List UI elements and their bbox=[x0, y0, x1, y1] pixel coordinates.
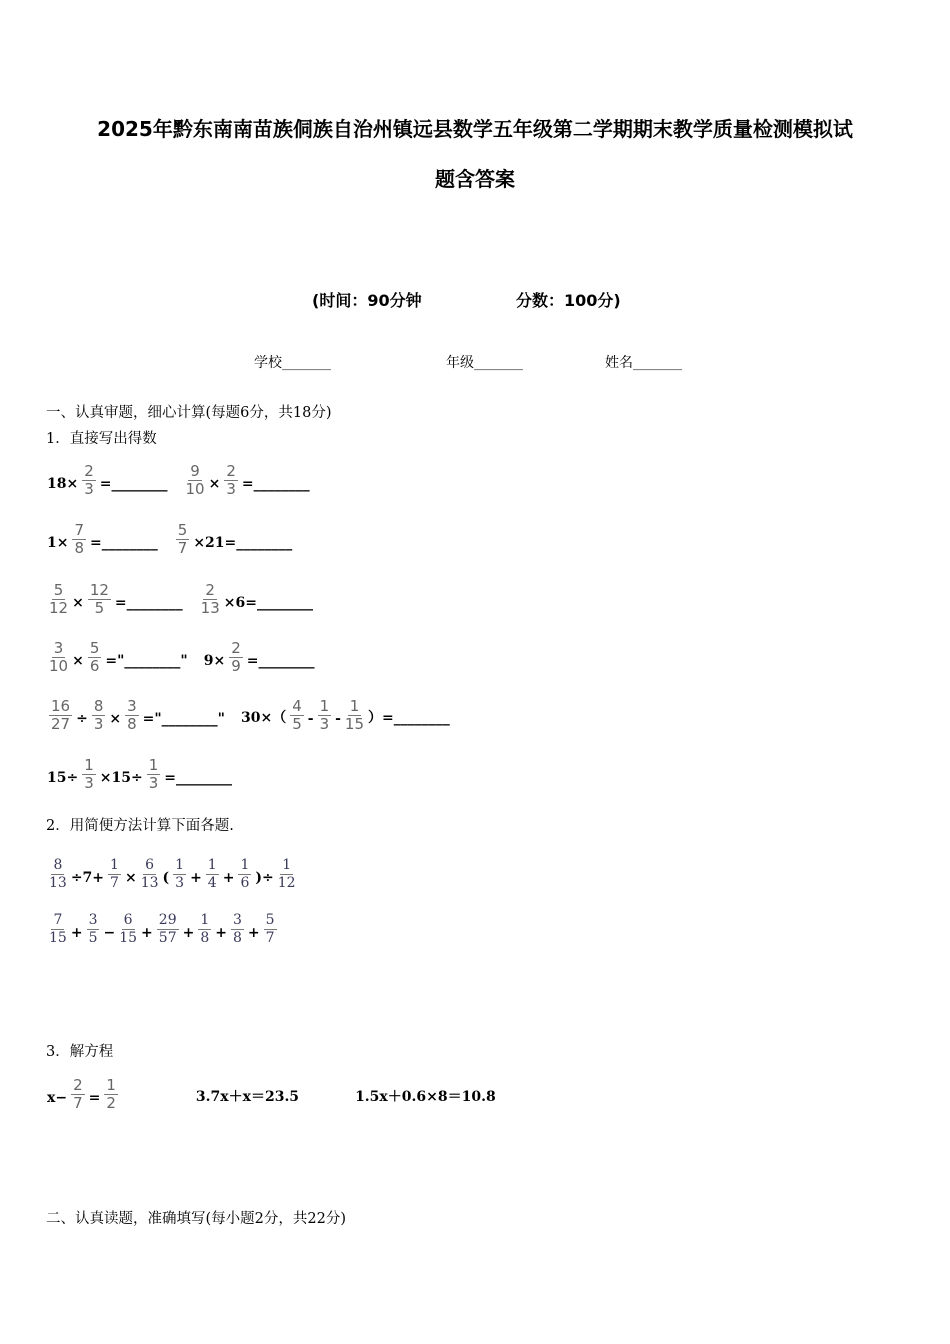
expression-text: =________ bbox=[241, 476, 310, 492]
section-1-heading: 一、认真审题，细心计算(每题6分，共18分) bbox=[46, 405, 332, 421]
denominator: 3 bbox=[84, 774, 94, 792]
expression-text: ÷7+ bbox=[70, 870, 105, 886]
expression-text: ="________" bbox=[142, 711, 225, 727]
total-score: 分数：100分) bbox=[516, 291, 621, 310]
expression-text: - bbox=[335, 711, 341, 727]
fraction bbox=[176, 522, 190, 557]
expression-text: + bbox=[215, 925, 227, 941]
denominator: 12 bbox=[49, 599, 69, 617]
fraction bbox=[198, 912, 211, 947]
expression-text: =________ bbox=[90, 535, 158, 551]
numerator: 29 bbox=[158, 912, 177, 928]
fraction bbox=[82, 463, 96, 498]
title-line-1: 2025年黔东南南苗族侗族自治州镇远县数学五年级第二学期期末教学质量检测模拟试 bbox=[97, 117, 853, 141]
fraction bbox=[92, 698, 106, 733]
expression-text: 1× bbox=[47, 535, 69, 551]
denominator: 3 bbox=[226, 480, 236, 498]
expression bbox=[173, 516, 294, 557]
denominator: 6 bbox=[240, 875, 250, 891]
numerator: 7 bbox=[74, 521, 85, 539]
fraction bbox=[278, 857, 296, 892]
expression-text: =________ bbox=[246, 653, 315, 669]
fraction bbox=[201, 582, 220, 617]
numerator: 5 bbox=[265, 912, 275, 928]
school-field: 学校_______ bbox=[254, 355, 331, 371]
expression-text: ）=________ bbox=[368, 710, 450, 726]
expression-text: × bbox=[208, 476, 221, 492]
numerator: 9 bbox=[190, 462, 200, 480]
expression bbox=[46, 457, 169, 498]
denominator: 27 bbox=[51, 715, 71, 733]
numerator: 3 bbox=[88, 912, 98, 928]
expression-text: − bbox=[103, 925, 116, 941]
expression-text: + bbox=[141, 925, 153, 941]
numerator: 1 bbox=[106, 1076, 116, 1094]
fraction bbox=[49, 912, 67, 947]
fraction bbox=[147, 757, 161, 792]
numerator: 2 bbox=[73, 1076, 83, 1094]
expression-text: =________ bbox=[114, 595, 183, 611]
fraction bbox=[229, 640, 243, 675]
numerator: 2 bbox=[231, 639, 241, 657]
expression-text: ( bbox=[162, 870, 170, 886]
expression bbox=[240, 692, 451, 733]
numerator: 5 bbox=[89, 639, 100, 657]
denominator: 8 bbox=[200, 930, 210, 946]
time-limit: (时间：90分钟 bbox=[312, 291, 422, 310]
fraction bbox=[71, 1077, 85, 1112]
expression-text: 30×（ bbox=[240, 710, 287, 726]
fraction bbox=[173, 857, 186, 892]
expression bbox=[46, 692, 226, 733]
expression bbox=[46, 576, 184, 617]
fraction bbox=[108, 857, 121, 892]
fraction bbox=[345, 698, 364, 733]
numerator: 8 bbox=[53, 857, 63, 873]
denominator: 13 bbox=[140, 875, 159, 891]
denominator: 8 bbox=[127, 715, 137, 733]
numerator: 1 bbox=[110, 857, 119, 873]
expression-row bbox=[46, 742, 247, 792]
numerator: 1 bbox=[175, 857, 185, 873]
fraction bbox=[186, 463, 205, 498]
fraction bbox=[231, 912, 244, 947]
denominator: 5 bbox=[94, 599, 105, 617]
numerator: 1 bbox=[282, 857, 292, 873]
denominator: 10 bbox=[49, 657, 69, 675]
denominator: 10 bbox=[185, 480, 205, 498]
question-1-heading: 1．直接写出得数 bbox=[46, 431, 157, 447]
expression-text: 9× bbox=[203, 653, 226, 669]
fraction bbox=[141, 857, 159, 892]
denominator: 15 bbox=[49, 930, 67, 946]
denominator: 7 bbox=[177, 539, 188, 557]
denominator: 3 bbox=[93, 715, 104, 733]
fraction bbox=[224, 463, 238, 498]
expression-text: )÷ bbox=[255, 870, 274, 886]
fraction bbox=[87, 912, 100, 947]
expression bbox=[354, 1086, 497, 1106]
denominator: 3 bbox=[84, 480, 94, 498]
fraction bbox=[82, 757, 96, 792]
question-3-heading: 3．解方程 bbox=[46, 1044, 114, 1060]
numerator: 6 bbox=[123, 912, 133, 928]
denominator: 3 bbox=[319, 715, 330, 733]
fraction bbox=[318, 698, 332, 733]
numerator: 2 bbox=[84, 462, 94, 480]
expression-text: - bbox=[307, 711, 314, 727]
numerator: 3 bbox=[233, 912, 242, 928]
expression-row bbox=[46, 897, 294, 946]
fraction bbox=[290, 698, 304, 733]
expression-text: 15÷ bbox=[47, 770, 79, 786]
numerator: 1 bbox=[349, 697, 360, 715]
expression-text: × bbox=[72, 595, 84, 611]
denominator: 12 bbox=[277, 875, 296, 891]
expression-text: ×15÷ bbox=[99, 770, 143, 786]
fraction bbox=[238, 857, 251, 892]
fraction bbox=[72, 522, 86, 557]
denominator: 3 bbox=[148, 774, 159, 792]
expression-text: 1.5x＋0.6×8＝10.8 bbox=[355, 1089, 496, 1105]
numerator: 3 bbox=[127, 697, 137, 715]
grade-field: 年级_______ bbox=[446, 355, 523, 371]
expression bbox=[46, 851, 299, 891]
numerator: 1 bbox=[84, 756, 94, 774]
denominator: 5 bbox=[292, 715, 302, 733]
expression bbox=[198, 576, 314, 617]
expression-text: + bbox=[222, 870, 235, 886]
numerator: 1 bbox=[319, 697, 330, 715]
fraction bbox=[88, 582, 111, 617]
expression-row bbox=[46, 683, 465, 733]
numerator: 12 bbox=[89, 581, 109, 599]
expression-text: = bbox=[88, 1090, 101, 1106]
numerator: 1 bbox=[148, 756, 159, 774]
expression-text: 3.7x＋x＝23.5 bbox=[195, 1089, 300, 1105]
fraction bbox=[49, 857, 67, 892]
expression-text: × bbox=[72, 653, 84, 669]
denominator: 13 bbox=[49, 875, 67, 891]
expression bbox=[195, 1086, 300, 1106]
expression-text: =________ bbox=[164, 770, 232, 786]
fraction bbox=[264, 912, 277, 947]
denominator: 2 bbox=[106, 1094, 116, 1112]
expression-text: × bbox=[109, 711, 122, 727]
denominator: 13 bbox=[200, 599, 220, 617]
expression-text: + bbox=[190, 870, 202, 886]
name-field: 姓名_______ bbox=[605, 355, 682, 371]
numerator: 5 bbox=[53, 581, 64, 599]
numerator: 7 bbox=[53, 912, 63, 928]
expression bbox=[46, 516, 159, 557]
expression-text: ×21=________ bbox=[193, 535, 293, 551]
denominator: 4 bbox=[207, 875, 217, 891]
denominator: 7 bbox=[110, 875, 119, 891]
fraction bbox=[119, 912, 137, 947]
denominator: 5 bbox=[88, 930, 98, 946]
expression-text: + bbox=[70, 925, 83, 941]
expression-row bbox=[46, 842, 313, 891]
expression-text: + bbox=[247, 925, 260, 941]
fraction bbox=[49, 698, 72, 733]
expression-row bbox=[46, 625, 329, 675]
denominator: 57 bbox=[158, 930, 177, 946]
expression-text: × bbox=[124, 870, 137, 886]
expression-text: x− bbox=[47, 1090, 68, 1106]
expression-text: ="________" bbox=[105, 653, 188, 669]
expression bbox=[46, 1071, 121, 1112]
expression-text: + bbox=[182, 925, 195, 941]
numerator: 1 bbox=[207, 857, 217, 873]
expression-text: =________ bbox=[99, 476, 168, 492]
expression bbox=[46, 751, 233, 792]
fraction bbox=[125, 698, 139, 733]
denominator: 15 bbox=[344, 715, 365, 733]
fraction bbox=[206, 857, 219, 892]
expression bbox=[183, 457, 311, 498]
denominator: 7 bbox=[73, 1094, 83, 1112]
question-2-heading: 2．用简便方法计算下面各题. bbox=[46, 818, 234, 834]
section-2-heading: 二、认真读题，准确填写(每小题2分，共22分) bbox=[46, 1211, 346, 1227]
numerator: 16 bbox=[51, 697, 71, 715]
expression bbox=[46, 906, 280, 946]
numerator: 2 bbox=[205, 581, 215, 599]
numerator: 4 bbox=[292, 697, 302, 715]
fraction bbox=[49, 640, 68, 675]
fraction bbox=[104, 1077, 118, 1112]
numerator: 1 bbox=[200, 912, 210, 928]
numerator: 5 bbox=[177, 521, 188, 539]
expression-text: ÷ bbox=[76, 711, 88, 727]
denominator: 9 bbox=[231, 657, 241, 675]
numerator: 3 bbox=[53, 639, 64, 657]
denominator: 8 bbox=[74, 539, 85, 557]
numerator: 8 bbox=[93, 697, 104, 715]
numerator: 2 bbox=[226, 462, 236, 480]
expression-text: ×6=________ bbox=[223, 595, 313, 611]
numerator: 1 bbox=[240, 857, 250, 873]
denominator: 6 bbox=[89, 657, 100, 675]
expression-row bbox=[46, 567, 328, 617]
expression-row bbox=[46, 507, 307, 557]
expression-text: 18× bbox=[47, 476, 79, 492]
title-line-2: 题含答案 bbox=[435, 167, 515, 191]
denominator: 8 bbox=[233, 930, 242, 946]
expression bbox=[46, 634, 189, 675]
expression-row bbox=[46, 448, 325, 498]
expression bbox=[203, 634, 316, 675]
denominator: 15 bbox=[119, 930, 138, 946]
fraction bbox=[49, 582, 68, 617]
fraction bbox=[88, 640, 102, 675]
denominator: 3 bbox=[175, 875, 185, 891]
denominator: 7 bbox=[265, 930, 275, 946]
expression-row bbox=[46, 1062, 511, 1112]
numerator: 6 bbox=[145, 857, 155, 873]
fraction bbox=[157, 912, 179, 947]
